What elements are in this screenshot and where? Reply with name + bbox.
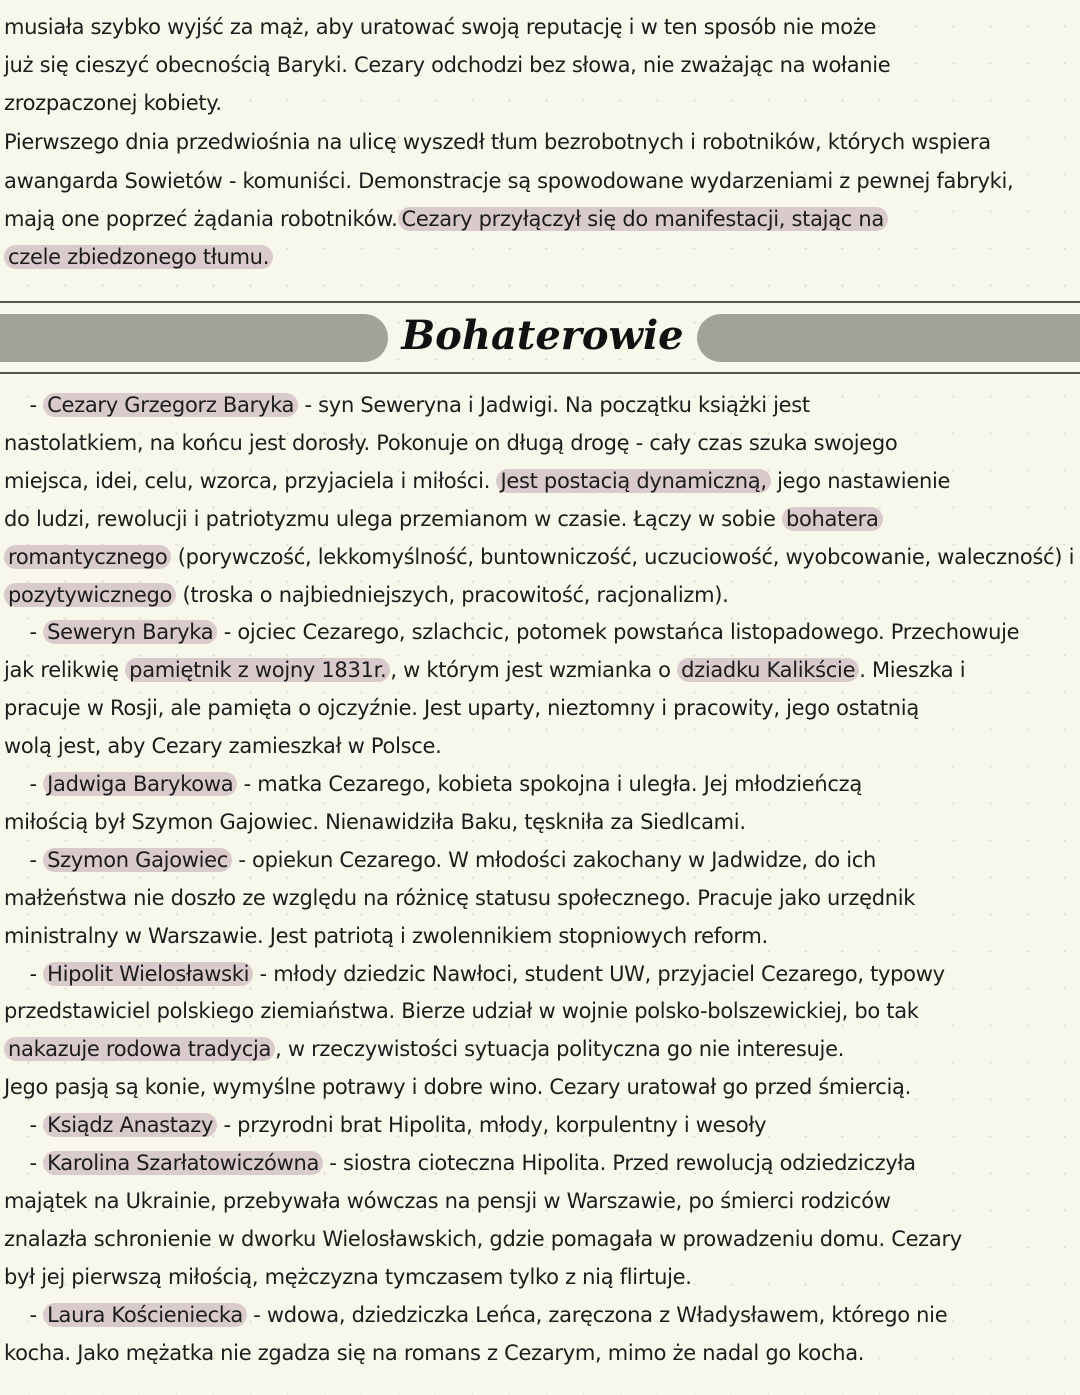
highlighted-text: dziadku Kalikście bbox=[677, 658, 859, 682]
text-line bbox=[4, 127, 1074, 157]
text-line bbox=[4, 1224, 1074, 1254]
highlighted-text: Seweryn Baryka bbox=[43, 620, 217, 644]
text-segment: - bbox=[4, 847, 44, 872]
text-segment: - bbox=[4, 393, 44, 417]
text-line bbox=[4, 580, 1074, 610]
text-line bbox=[4, 921, 1074, 951]
text-line bbox=[4, 807, 1074, 837]
text-line bbox=[4, 655, 1074, 685]
text-segment: był jej pierwszą miłością, mężczyzna tymczasem tylko z nią flirtuje. bbox=[4, 1264, 692, 1289]
text-segment: znalazła schronienie w dworku Wielosławskich, gdzie pomagała w prowadzeniu domu. Cezary bbox=[4, 1226, 962, 1251]
section-title: Bohaterowie bbox=[401, 312, 684, 359]
highlighted-text: Laura Kościeniecka bbox=[43, 1303, 247, 1327]
text-line bbox=[4, 50, 1074, 80]
text-segment: , w którym jest wzmianka o bbox=[390, 658, 678, 683]
highlighted-text: bohatera bbox=[782, 507, 883, 531]
text-segment: Pierwszego dnia przedwiośnia na ulicę wyszedł tłum bezrobotnych i robotników, których wspiera bbox=[4, 130, 991, 154]
text-segment: już się cieszyć obecnością Baryki. Cezary odchodzi bez słowa, nie zważając na wołanie bbox=[4, 53, 891, 77]
text-segment: - matka Cezarego, kobieta spokojna i uległa. Jej młodzieńczą bbox=[237, 772, 862, 796]
highlighted-text: Ksiądz Anastazy bbox=[43, 1113, 217, 1137]
text-line bbox=[4, 428, 1074, 458]
text-line bbox=[4, 1262, 1074, 1292]
text-line bbox=[4, 731, 1074, 761]
text-segment: wolą jest, aby Cezary zamieszkał w Polsce. bbox=[4, 734, 442, 759]
highlighted-text: Jest postacią dynamiczną, bbox=[496, 469, 770, 493]
text-line bbox=[4, 390, 1074, 420]
text-line bbox=[4, 845, 1074, 875]
text-segment: (porywczość, lekkomyślność, buntowniczość, uczuciowość, wyobcowanie, waleczność) i bbox=[171, 544, 1075, 569]
text-segment: - przyrodni brat Hipolita, młody, korpulentny i wesoły bbox=[217, 1113, 767, 1138]
text-segment: nastolatkiem, na końcu jest dorosły. Pokonuje on długą drogę - cały czas szuka swojego bbox=[4, 430, 898, 455]
text-segment: miłością był Szymon Gajowiec. Nienawidziła Baku, tęskniła za Siedlcami. bbox=[4, 809, 746, 834]
text-segment: miejsca, idei, celu, wzorca, przyjaciela i miłości. bbox=[4, 468, 497, 493]
text-segment: - bbox=[4, 772, 44, 796]
text-line bbox=[4, 504, 1074, 534]
text-line bbox=[4, 1148, 1074, 1178]
highlighted-text: Cezary przyłączył się do manifestacji, stając na bbox=[398, 207, 888, 231]
highlighted-text: Cezary Grzegorz Baryka bbox=[43, 393, 298, 417]
text-segment: awangarda Sowietów - komuniści. Demonstracje są spowodowane wydarzeniami z pewnej fabryki, bbox=[4, 169, 1014, 193]
text-segment: zrozpaczonej kobiety. bbox=[4, 91, 222, 115]
text-line bbox=[4, 996, 1074, 1026]
text-segment: jak relikwię bbox=[4, 658, 126, 683]
text-line bbox=[4, 1072, 1074, 1102]
highlighted-text: czele zbiedzonego tłumu. bbox=[4, 245, 273, 269]
text-segment: Jego pasją są konie, wymyślne potrawy i dobre wino. Cezary uratował go przed śmiercią. bbox=[4, 1075, 911, 1100]
text-segment: małżeństwa nie doszło ze względu na różnicę statusu społecznego. Pracuje jako urzędnik bbox=[4, 885, 916, 910]
text-line bbox=[4, 1300, 1074, 1330]
text-segment: (troska o najbiedniejszych, pracowitość, racjonalizm). bbox=[176, 582, 729, 607]
text-segment: - siostra cioteczna Hipolita. Przed rewolucją odziedziczyła bbox=[323, 1151, 916, 1175]
banner-left bbox=[0, 314, 388, 362]
bottom-divider bbox=[0, 372, 1080, 374]
text-segment: - bbox=[4, 1302, 44, 1327]
text-segment: - ojciec Cezarego, szlachcic, potomek powstańca listopadowego. Przechowuje bbox=[217, 620, 1020, 645]
highlighted-text: Jadwiga Barykowa bbox=[43, 772, 237, 796]
text-segment: kocha. Jako mężatka nie zgadza się na romans z Cezarym, mimo że nadal go kocha. bbox=[4, 1340, 865, 1365]
text-line bbox=[4, 466, 1074, 496]
highlighted-text: nakazuje rodowa tradycja bbox=[4, 1037, 275, 1061]
text-segment: mają one poprzeć żądania robotników. bbox=[4, 207, 398, 231]
text-line bbox=[4, 12, 1074, 42]
text-segment: . Mieszka i bbox=[859, 658, 966, 683]
text-line bbox=[4, 959, 1074, 989]
text-line bbox=[4, 1110, 1074, 1140]
text-segment: , w rzeczywistości sytuacja polityczna go nie interesuje. bbox=[275, 1037, 845, 1062]
highlighted-text: Karolina Szarłatowiczówna bbox=[43, 1151, 323, 1175]
text-line bbox=[4, 88, 1074, 118]
highlighted-text: pamiętnik z wojny 1831r. bbox=[125, 658, 390, 682]
text-line bbox=[4, 1034, 1074, 1064]
text-segment: - bbox=[4, 1113, 44, 1138]
text-line bbox=[4, 693, 1074, 723]
text-segment: musiała szybko wyjść za mąż, aby uratować swoją reputację i w ten sposób nie może bbox=[4, 15, 877, 39]
text-segment: przedstawiciel polskiego ziemiaństwa. Bierze udział w wojnie polsko-bolszewickiej, bo tak bbox=[4, 999, 919, 1024]
text-segment: - wdowa, dziedziczka Leńca, zaręczona z Władysławem, którego nie bbox=[246, 1302, 948, 1327]
text-segment: - młody dziedzic Nawłoci, student UW, przyjaciel Cezarego, typowy bbox=[253, 961, 945, 986]
text-line bbox=[4, 883, 1074, 913]
highlighted-text: pozytywicznego bbox=[4, 583, 176, 607]
text-segment: majątek na Ukrainie, przebywała wówczas na pensji w Warszawie, po śmierci rodziców bbox=[4, 1188, 891, 1213]
top-divider bbox=[0, 301, 1080, 303]
highlighted-text: Hipolit Wielosławski bbox=[43, 962, 253, 986]
banner-right bbox=[697, 314, 1080, 362]
text-line bbox=[4, 617, 1074, 647]
text-line bbox=[4, 242, 1074, 272]
text-line bbox=[4, 769, 1074, 799]
text-segment: pracuje w Rosji, ale pamięta o ojczyźnie. Jest uparty, nieztomny i pracowity, jego ostatnią bbox=[4, 696, 919, 721]
highlighted-text: Szymon Gajowiec bbox=[43, 848, 232, 872]
text-segment: ministralny w Warszawie. Jest patriotą i zwolennikiem stopniowych reform. bbox=[4, 923, 768, 948]
text-segment: - opiekun Cezarego. W młodości zakochany w Jadwidze, do ich bbox=[232, 847, 877, 872]
text-segment: jego nastawienie bbox=[770, 468, 951, 493]
text-segment: - bbox=[4, 1151, 44, 1175]
text-line bbox=[4, 1186, 1074, 1216]
text-segment: - bbox=[4, 961, 44, 986]
text-segment: - bbox=[4, 620, 44, 645]
text-segment: - syn Seweryna i Jadwigi. Na początku książki jest bbox=[298, 393, 810, 417]
highlighted-text: romantycznego bbox=[4, 545, 171, 569]
text-line bbox=[4, 204, 1074, 234]
text-line bbox=[4, 1338, 1074, 1368]
text-line bbox=[4, 542, 1074, 572]
text-line bbox=[4, 166, 1074, 196]
text-segment: do ludzi, rewolucji i patriotyzmu ulega przemianom w czasie. Łączy w sobie bbox=[4, 506, 782, 531]
